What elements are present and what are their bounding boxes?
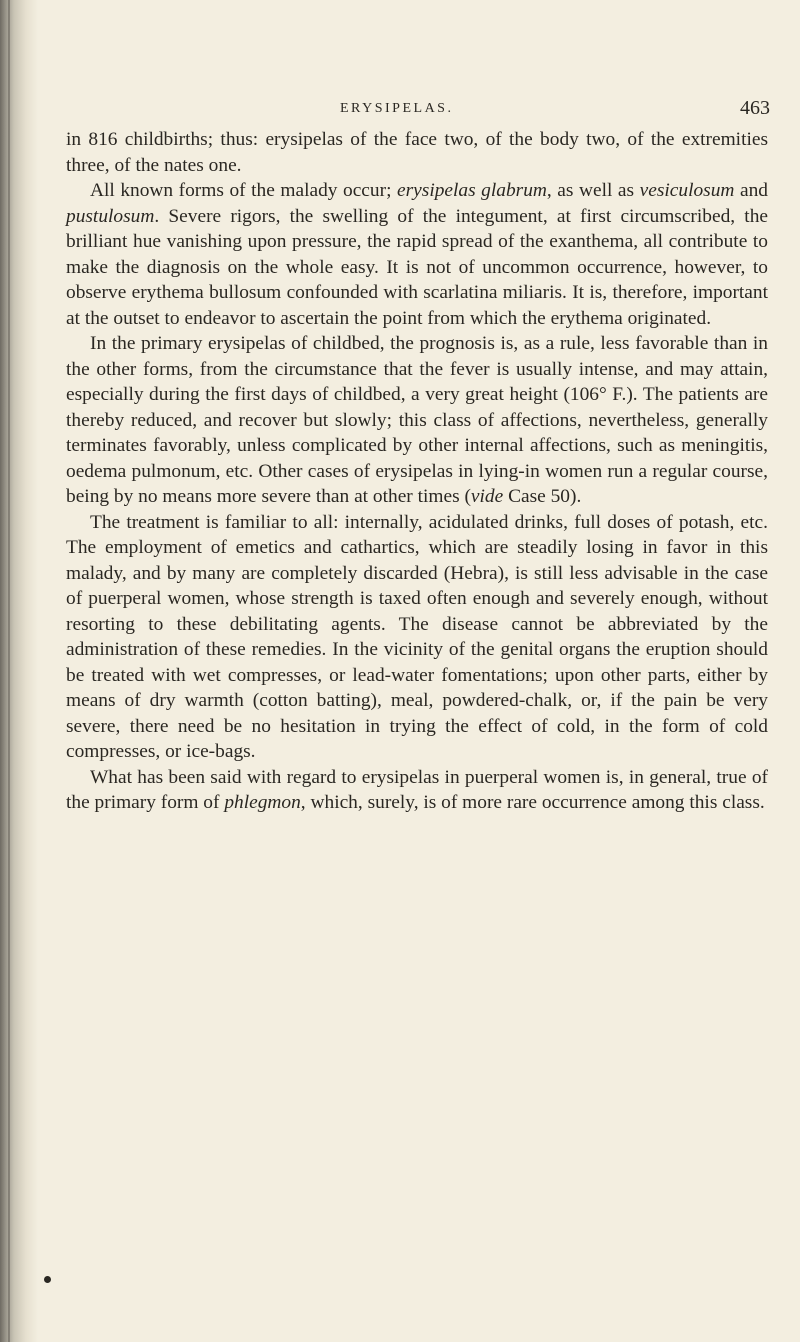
running-title: ERYSIPELAS. (340, 101, 454, 116)
binding-line (8, 0, 10, 1342)
paragraph-2: All known forms of the malady occur; erysipelas glabrum, as well as vesiculosum and pustulosum. Severe rigors, the swelling of the integument, at first circumscribed, the brilliant hue vanishing upon pressure, the rapid spread of the exanthema, all contribute to make the diagnosis on the whole easy. It is not of uncommon occurrence, however, to observe erythema bullosum confounded with scarlatina miliaris. It is, therefore, important at the outset to endeavor to ascertain the point from which the erythema originated. (66, 180, 768, 329)
body-text (66, 127, 768, 816)
paragraph-4: The treatment is familiar to all: internally, acidulated drinks, full doses of potash, etc. The employment of emetics and cathartics, which are steadily losing in favor in this malady, and by many are completely discarded (Hebra), is still less advisable in the case of puerperal women, whose strength is taxed often enough and severely enough, without resorting to these debilitating agents. The disease cannot be abbreviated by the administration of these remedies. In the vicinity of the genital organs the eruption should be treated with wet compresses, or lead-water fomentations; upon other parts, either by means of dry warmth (cotton batting), meal, powdered-chalk, or, if the pain be very severe, there need be no hesitation in trying the effect of cold, in the form of cold compresses, or ice-bags. (66, 511, 768, 762)
paragraph-5: What has been said with regard to erysipelas in puerperal women is, in general, true of the primary form of phlegmon, which, surely, is of more rare occurrence among this class. (66, 766, 768, 813)
margin-dot-mark (44, 1276, 51, 1283)
paragraph-3: In the primary erysipelas of childbed, the prognosis is, as a rule, less favorable than in the other forms, from the circumstance that the fever is usually intense, and may attain, especially during the first days of childbed, a very great height (106° F.). The patients are thereby reduced, and recover but slowly; this class of affections, nevertheless, generally terminates favorably, unless complicated by other internal affections, such as meningitis, oedema pulmonum, etc. Other cases of erysipelas in lying-in women run a regular course, being by no means more severe than at other times (vide Case 50). (66, 333, 768, 507)
running-head (66, 97, 770, 127)
book-gutter-shadow (0, 0, 38, 1342)
page-number: 463 (740, 97, 770, 119)
paragraph-1: in 816 childbirths; thus: erysipelas of the face two, of the body two, of the extremities three, of the nates one. (66, 129, 768, 176)
